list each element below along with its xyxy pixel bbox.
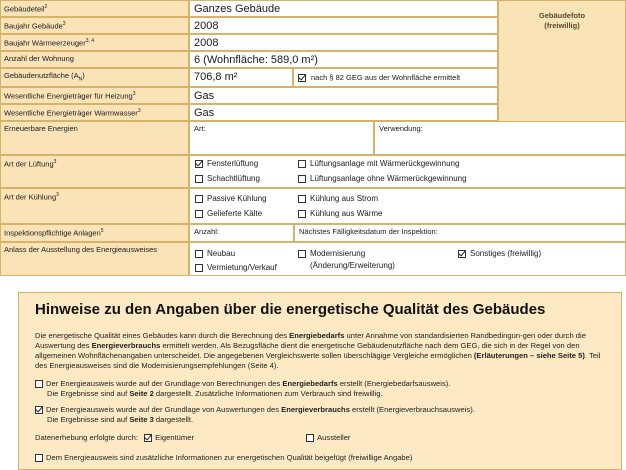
nutzflaeche-label: Gebäudenutzfläche $(A_N)$ (0, 68, 189, 87)
hinweise-intro: Die energetische Qualität eines Gebäudes kann durch die Berechnung des Energiebedarfs unter Annahme von standardisierten Randbedingun-gen oder durch die Auswertung des Energieverbrauchs ermittelt werden. Als Bezugsfläche dient die energetische Gebäudenutzfläche nach dem GEG, die sich in der Regel von den allgemeinen Wohnflächenangaben unterscheidet. Die angegebenen Vergleichswerte sollen überschlägige Vergleiche ermöglichen (Erläuterungen – siehe Seite 5). Teil des Energieausweises sind die Modernisierungsempfehlungen (Seite 4). (35, 331, 601, 370)
anzahl-wohnungen-value: 6 (Wohnfläche: 589,0 m²) (189, 51, 498, 68)
hinweise-panel (18, 292, 622, 470)
baujahr-gebaeude-value: 2008 (189, 17, 498, 34)
gebaeudeteil-value: Ganzes Gebäude (189, 0, 498, 17)
energieverbrauch-checkbox[interactable] (35, 406, 43, 414)
lueftung-ohne-wrg-checkbox[interactable] (298, 175, 306, 183)
lueftung-wrg-checkbox[interactable] (298, 160, 306, 168)
energietraeger-heizung-value: Gas (189, 87, 498, 104)
option-energieverbrauch: Der Energieausweis wurde auf der Grundlage von Auswertungen des Energieverbrauchs erstellt (Energieverbrauchsausweis). Die Ergebnisse sind auf Seite 3 dargestellt. (35, 405, 610, 425)
energietraeger-warmwasser-label: Wesentliche Energieträger Warmwasser$^3$ (0, 104, 189, 121)
neubau-checkbox[interactable] (195, 250, 203, 258)
inspektion-faellig: Nächstes Fälligkeitsdatum der Inspektion: (294, 224, 626, 242)
option-energiebedarf: Der Energieausweis wurde auf der Grundlage von Berechnungen des Energiebedarfs erstellt (Energiebedarfsausweis). Die Ergebnisse sind auf Seite 2 dargestellt. Zusätzliche Informationen zum Verbrauch sind freiwillig. (35, 379, 610, 399)
erneuerbare-art: Art: (189, 121, 374, 155)
gebaeudefoto-label: Gebäudefoto (freiwillig) (538, 11, 586, 30)
kuehlung-strom-checkbox[interactable] (298, 195, 306, 203)
fensterlueftung-checkbox[interactable] (195, 160, 203, 168)
modernisierung-checkbox[interactable] (298, 250, 306, 258)
energietraeger-heizung-label: Wesentliche Energieträger für Heizung$^3$ (0, 87, 189, 104)
schachtlueftung-checkbox[interactable] (195, 175, 203, 183)
nutzflaeche-checkbox[interactable] (298, 74, 306, 82)
vermietung-checkbox[interactable] (195, 264, 203, 272)
zusatzinfo-row: Dem Energieausweis sind zusätzliche Informationen zur energetischen Qualität beigefügt (freiwillige Angabe) (35, 453, 610, 463)
nutzflaeche-value: 706,8 m² (189, 68, 293, 87)
anlass-options: Neubau Modernisierung Sonstiges (freiwillig) Vermietung/Verkauf (Änderung/Erweiterung) (189, 242, 626, 276)
lueftung-options: Fensterlüftung Lüftungsanlage mit Wärmerückgewinnung Schachtlüftung Lüftungsanlage ohne Wärmerückgewinnung (189, 155, 626, 188)
kuehlung-waerme-checkbox[interactable] (298, 210, 306, 218)
anzahl-wohnungen-label: Anzahl der Wohnung (0, 51, 189, 68)
energietraeger-warmwasser-value: Gas (189, 104, 498, 121)
baujahr-gebaeude-label: Baujahr Gebäude$^3$ (0, 17, 189, 34)
gebaeudeteil-label: Gebäudeteil$^2$ (0, 0, 189, 17)
kuehlung-label: Art der Kühlung$^3$ (0, 188, 189, 224)
lueftung-label: Art der Lüftung$^3$ (0, 155, 189, 188)
energiebedarf-checkbox[interactable] (35, 380, 43, 388)
kuehlung-options: Passive Kühlung Kühlung aus Strom Gelieferte Kälte Kühlung aus Wärme (189, 188, 626, 224)
baujahr-waermeerzeuger-value: 2008 (189, 34, 498, 51)
eigentuemer-checkbox[interactable] (144, 434, 152, 442)
zusatzinfo-checkbox[interactable] (35, 454, 43, 462)
datenerhebung-row: Datenerhebung erfolgte durch: Eigentümer Aussteller (35, 433, 351, 442)
erneuerbare-verwendung: Verwendung: (374, 121, 626, 155)
aussteller-checkbox[interactable] (306, 434, 314, 442)
sonstiges-checkbox[interactable] (458, 250, 466, 258)
inspektion-label: Inspektionspflichtige Anlagen$^5$ (0, 224, 189, 242)
anlass-label: Anlass der Ausstellung des Energieausweises (0, 242, 189, 276)
nutzflaeche-note: nach § 82 GEG aus der Wohnfläche ermittelt (293, 68, 498, 87)
modernisierung-sub: (Änderung/Erweiterung) (310, 261, 395, 270)
baujahr-waermeerzeuger-label: Baujahr Wärmeerzeuger$^{3, 4}$ (0, 34, 189, 51)
gelieferte-kaelte-checkbox[interactable] (195, 210, 203, 218)
erneuerbare-label: Erneuerbare Energien (0, 121, 189, 155)
passive-kuehlung-checkbox[interactable] (195, 195, 203, 203)
inspektion-anzahl: Anzahl: (189, 224, 294, 242)
hinweise-title: Hinweise zu den Angaben über die energetische Qualität des Gebäudes (35, 301, 546, 318)
